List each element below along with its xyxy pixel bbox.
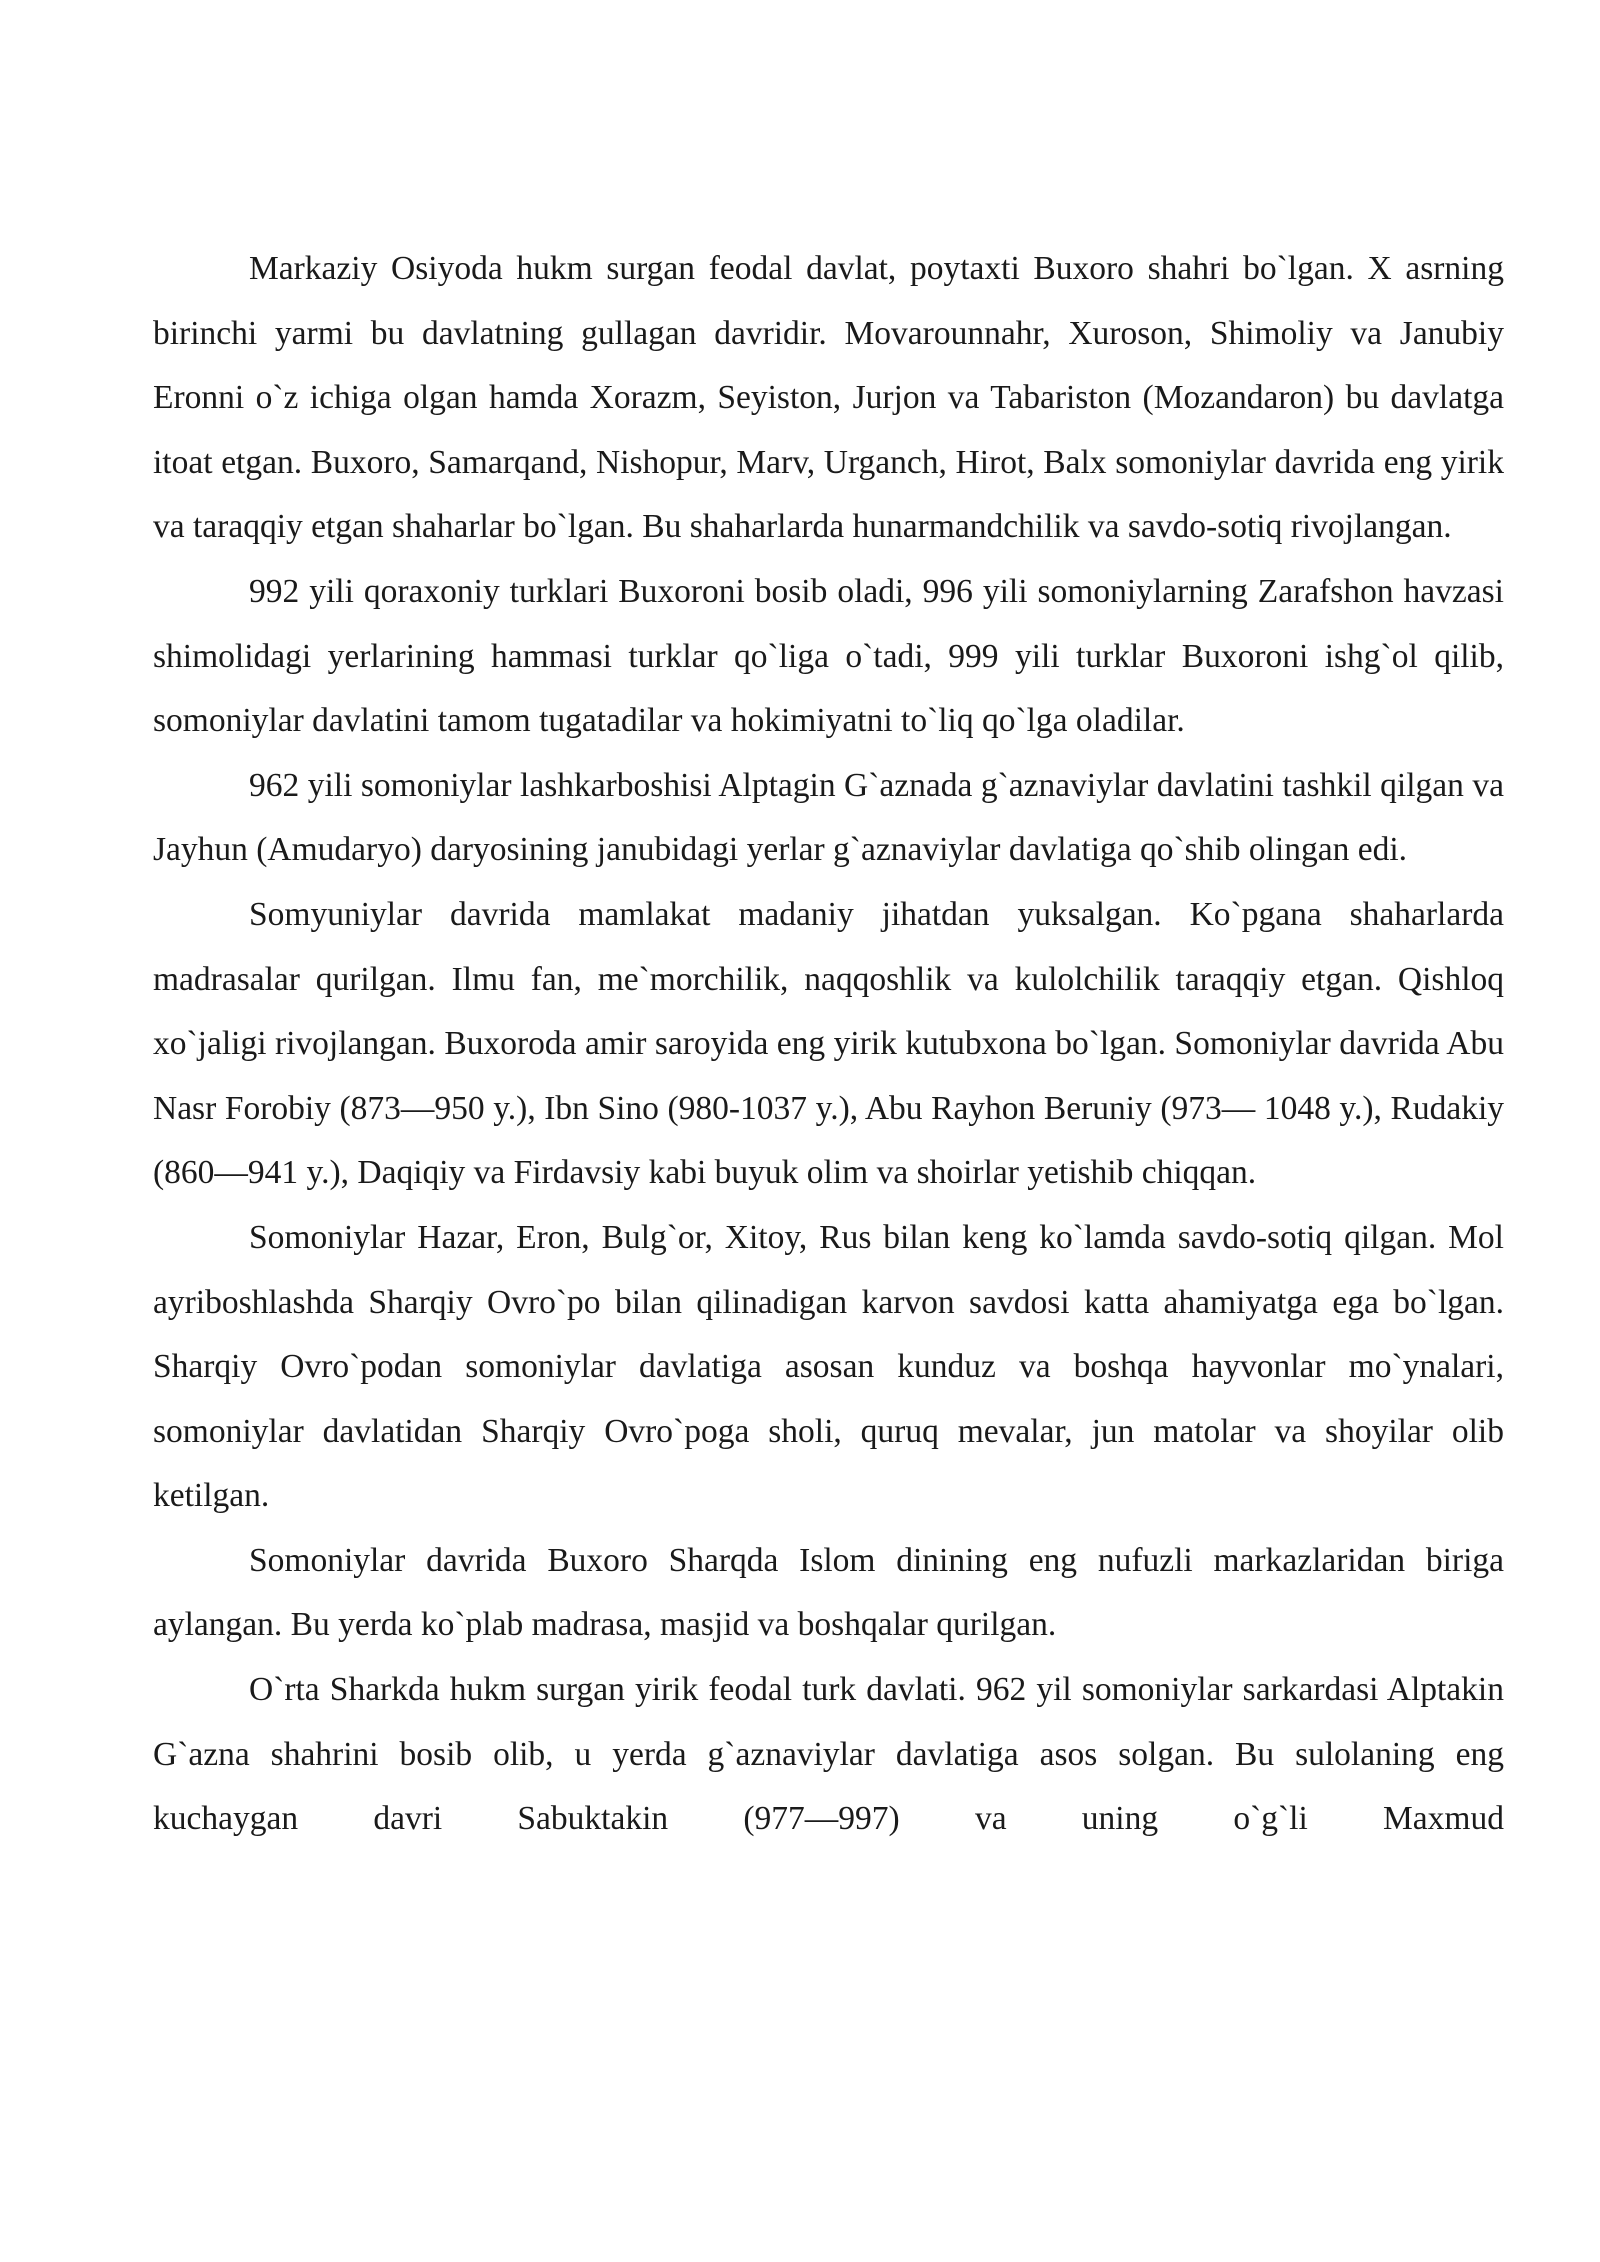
document-body (153, 237, 1504, 1852)
paragraph-alptagin-gazna: 962 yili somoniylar lashkarboshisi Alptagin G`aznada g`aznaviylar davlatini tashkil qilgan va Jayhun (Amudaryo) daryosining janubidagi yerlar g`aznaviylar davlatiga qo`shib olingan edi. (153, 766, 1504, 869)
paragraph-somoniylar-davlati: Markaziy Osiyoda hukm surgan feodal davlat, poytaxti Buxoro shahri bo`lgan. X asrning birinchi yarmi bu davlatning gullagan davridir. Movarounnahr, Xuroson, Shimoliy va Janubiy Eronni o`z ichiga olgan hamda Xorazm, Seyiston, Jurjon va Tabariston (Mozandaron) bu davlatga itoat etgan. Buxoro, Samarqand, Nishopur, Marv, Urganch, Hirot, Balx somoniylar davrida eng yirik va taraqqiy etgan shaharlar bo`lgan. Bu shaharlarda hunarmandchilik va savdo-sotiq rivojlangan. (153, 250, 1504, 546)
paragraph-madaniyat: Somyuniylar davrida mamlakat madaniy jihatdan yuksalgan. Ko`pgana shaharlarda madrasalar qurilgan. Ilmu fan, me`morchilik, naqqoshlik va kulolchilik taraqqiy etgan. Qishloq xo`jaligi rivojlangan. Buxoroda amir saroyida eng yirik kutubxona bo`lgan. Somoniylar davrida Abu Nasr Forobiy (873—950 y.), Ibn Sino (980-1037 y.), Abu Rayhon Beruniy (973— 1048 y.), Rudakiy (860—941 y.), Daqiqiy va Firdavsiy kabi buyuk olim va shoirlar yetishib chiqqan. (153, 895, 1504, 1192)
paragraph-buxoro-islom-markazi: Somoniylar davrida Buxoro Sharqda Islom dinining eng nufuzli markazlaridan biriga aylangan. Bu yerda ko`plab madrasa, masjid va boshqalar qurilgan. (153, 1541, 1504, 1644)
paragraph-savdo: Somoniylar Hazar, Eron, Bulg`or, Xitoy, Rus bilan keng ko`lamda savdo-sotiq qilgan. Mol ayriboshlashda Sharqiy Ovro`po bilan qilinadigan karvon savdosi katta ahamiyatga ega bo`lgan. Sharqiy Ovro`podan somoniylar davlatiga asosan kunduz va boshqa hayvonlar mo`ynalari, somoniylar davlatidan Sharqiy Ovro`poga sholi, quruq mevalar, jun matolar va shoyilar olib ketilgan. (153, 1218, 1504, 1515)
paragraph-qoraxoniylar-bosqini: 992 yili qoraxoniy turklari Buxoroni bosib oladi, 996 yili somoniylarning Zarafshon havzasi shimolidagi yerlarining hammasi turklar qo`liga o`tadi, 999 yili turklar Buxoroni ishg`ol qilib, somoniylar davlatini tamom tugatadilar va hokimiyatni to`liq qo`lga oladilar. (153, 572, 1504, 740)
paragraph-gaznaviylar-davlati: O`rta Sharkda hukm surgan yirik feodal turk davlati. 962 yil somoniylar sarkardasi Alptakin G`azna shahrini bosib olib, u yerda g`aznaviylar davlatiga asos solgan. Bu sulolaning eng kuchaygan davri Sabuktakin (977—997) va uning o`g`li Maxmud (153, 1671, 1504, 1838)
